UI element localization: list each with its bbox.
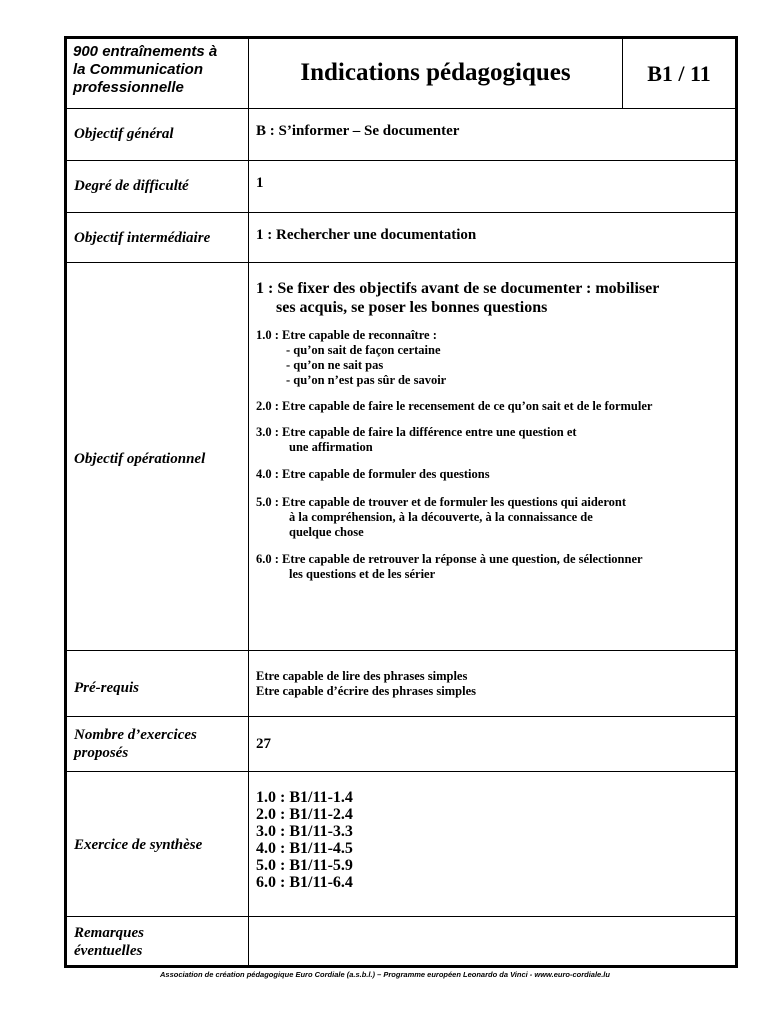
- page-title: Indications pédagogiques: [300, 59, 571, 86]
- operational-item-6: [256, 552, 732, 582]
- objectif-operationnel-label: Objectif opérationnel: [74, 451, 206, 467]
- text-line: Etre capable d’écrire des phrases simples: [256, 684, 477, 698]
- text-line: quelque chose: [289, 525, 364, 539]
- text-line: 1.0 : Etre capable de reconnaître :: [256, 328, 437, 342]
- text-line: à la compréhension, à la découverte, à la connaissance de: [289, 510, 593, 524]
- text-line: les questions et de les sérier: [289, 567, 436, 581]
- row-divider: [67, 650, 735, 651]
- text-line: Remarques: [74, 925, 145, 941]
- document-table: [64, 36, 738, 968]
- row-divider: [67, 262, 735, 263]
- text-line: Etre capable de lire des phrases simples: [256, 669, 468, 683]
- row-divider: [67, 716, 735, 717]
- synthese-list: [256, 789, 353, 891]
- text-line: - qu’on n’est pas sûr de savoir: [286, 373, 447, 387]
- operational-item-1: [256, 328, 732, 388]
- row-divider: [67, 212, 735, 213]
- text-line: 1 : Se fixer des objectifs avant de se documenter : mobiliser: [256, 280, 660, 297]
- text-line: ses acquis, se poser les bonnes questions: [276, 299, 548, 316]
- brand-text: [73, 43, 247, 97]
- operational-main-objective: [256, 279, 732, 317]
- text-line: une affirmation: [289, 440, 373, 454]
- synthese-label: Exercice de synthèse: [74, 837, 203, 853]
- objectif-general-value: B : S’informer – Se documenter: [256, 123, 460, 139]
- text-line: 5.0 : Etre capable de trouver et de formuler les questions qui aideront: [256, 495, 627, 509]
- text-line: éventuelles: [74, 943, 143, 959]
- degre-value: 1: [256, 175, 264, 191]
- row-divider: [67, 108, 735, 109]
- operational-item-4: 4.0 : Etre capable de formuler des questions: [256, 467, 490, 481]
- synthese-item: 6.0 : B1/11-6.4: [256, 874, 353, 891]
- row-divider: [67, 771, 735, 772]
- objectif-general-label: Objectif général: [74, 126, 174, 142]
- synthese-item: 4.0 : B1/11-4.5: [256, 840, 353, 857]
- operational-item-2: 2.0 : Etre capable de faire le recensement de ce qu’on sait et de le formuler: [256, 399, 653, 413]
- text-line: - qu’on ne sait pas: [286, 358, 384, 372]
- brand-line: 900 entraînements à: [73, 43, 218, 60]
- nombre-exercices-label: [74, 726, 197, 762]
- objectif-operationnel-content: [256, 279, 732, 582]
- synthese-item: 3.0 : B1/11-3.3: [256, 823, 353, 840]
- prerequis-label: Pré-requis: [74, 680, 139, 696]
- prerequis-value: [256, 669, 476, 699]
- row-divider: [67, 160, 735, 161]
- synthese-item: 2.0 : B1/11-2.4: [256, 806, 353, 823]
- column-divider: [248, 39, 249, 965]
- remarques-label: [74, 924, 144, 960]
- objectif-intermediaire-value: 1 : Rechercher une documentation: [256, 227, 477, 243]
- text-line: proposés: [74, 745, 129, 761]
- degre-label: Degré de difficulté: [74, 178, 189, 194]
- text-line: - qu’on sait de façon certaine: [286, 343, 441, 357]
- footer-credit: Association de création pédagogique Euro Cordiale (a.s.b.l.) – Programme européen Leonardo da Vinci - www.euro-cordiale.lu: [160, 970, 610, 979]
- operational-item-5: [256, 495, 732, 540]
- nombre-exercices-value: 27: [256, 736, 271, 752]
- operational-item-3: [256, 425, 732, 455]
- synthese-item: 1.0 : B1/11-1.4: [256, 789, 353, 806]
- brand-line: professionnelle: [73, 79, 184, 96]
- synthese-item: 5.0 : B1/11-5.9: [256, 857, 353, 874]
- row-divider: [67, 916, 735, 917]
- objectif-intermediaire-label: Objectif intermédiaire: [74, 230, 211, 246]
- brand-line: la Communication: [73, 61, 204, 78]
- text-line: Nombre d’exercices: [74, 727, 197, 743]
- text-line: 6.0 : Etre capable de retrouver la réponse à une question, de sélectionner: [256, 552, 643, 566]
- reference-code: B1 / 11: [647, 61, 711, 86]
- text-line: 3.0 : Etre capable de faire la différence entre une question et: [256, 425, 577, 439]
